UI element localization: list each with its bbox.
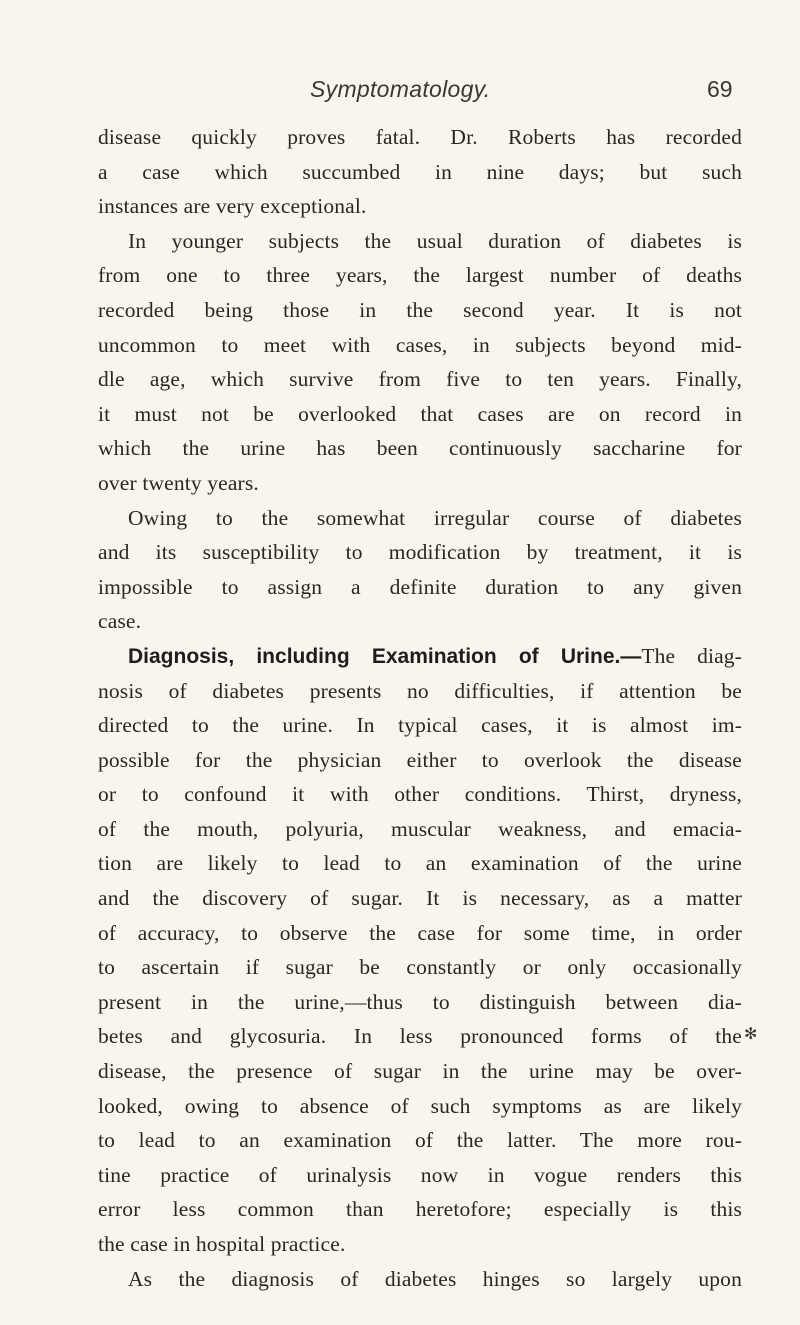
text-line: possible for the physician either to overlook the disease [98,747,742,772]
section-heading: Diagnosis, including Examination of Urine.— [128,644,642,668]
text-line: it must not be overlooked that cases are on record in [98,401,742,426]
text-line: The diag- [641,643,743,668]
text-line: recorded being those in the second year. It is not [98,297,742,322]
text-line: betes and glycosuria. In less pronounced forms of the [98,1024,742,1049]
text-line: case. [98,609,142,634]
text-line: disease quickly proves fatal. Dr. Roberts has recorded [98,125,742,149]
text-line: nosis of diabetes presents no difficulties, if attention be [98,678,742,703]
heading-line [98,639,742,674]
text-line: instances are very exceptional. [98,194,367,219]
text-line: disease, the presence of sugar in the urine may be over- [98,1059,742,1084]
text-line: looked, owing to absence of such symptoms as are likely [98,1093,742,1118]
text-line: directed to the urine. In typical cases, it is almost im- [98,713,742,738]
text-line: or to confound it with other conditions. Thirst, dryness, [98,782,742,807]
text-line: the case in hospital practice. [98,1232,346,1256]
text-line: to ascertain if sugar be constantly or only occasionally [98,955,742,980]
text-line: from one to three years, the largest number of deaths [98,263,742,288]
text-line: As the diagnosis of diabetes hinges so largely upon [128,1266,742,1291]
text-line: dle age, which survive from five to ten years. Finally, [98,367,742,392]
text-line: over twenty years. [98,470,259,495]
text-line: uncommon to meet with cases, in subjects beyond mid- [98,332,742,357]
text-line: a case which succumbed in nine days; but such [98,159,742,184]
text-line: present in the urine,—thus to distinguish between dia- [98,989,742,1014]
text-line: of the mouth, polyuria, muscular weakness, and emacia- [98,816,742,841]
running-title: Symptomatology. [310,76,491,102]
text-line: to lead to an examination of the latter. The more rou- [98,1128,742,1153]
text-line: and the discovery of sugar. It is necessary, as a matter [98,886,742,911]
text-line: impossible to assign a definite duration to any given [98,574,742,599]
margin-mark: ✻ [744,1026,758,1043]
text-line: error less common than heretofore; especially is this [98,1197,742,1222]
text-line: tine practice of urinalysis now in vogue renders this [98,1162,742,1187]
text-line: Owing to the somewhat irregular course of diabetes [128,505,742,530]
text-line: In younger subjects the usual duration of diabetes is [128,228,742,253]
page-number: 69 [707,76,733,102]
body-text [98,120,742,1296]
text-line: tion are likely to lead to an examination of the urine [98,851,742,876]
running-head [0,76,800,110]
text-line: which the urine has been continuously saccharine for [98,436,742,461]
text-line: and its susceptibility to modification by treatment, it is [98,540,742,565]
text-line: of accuracy, to observe the case for some time, in order [98,920,742,945]
